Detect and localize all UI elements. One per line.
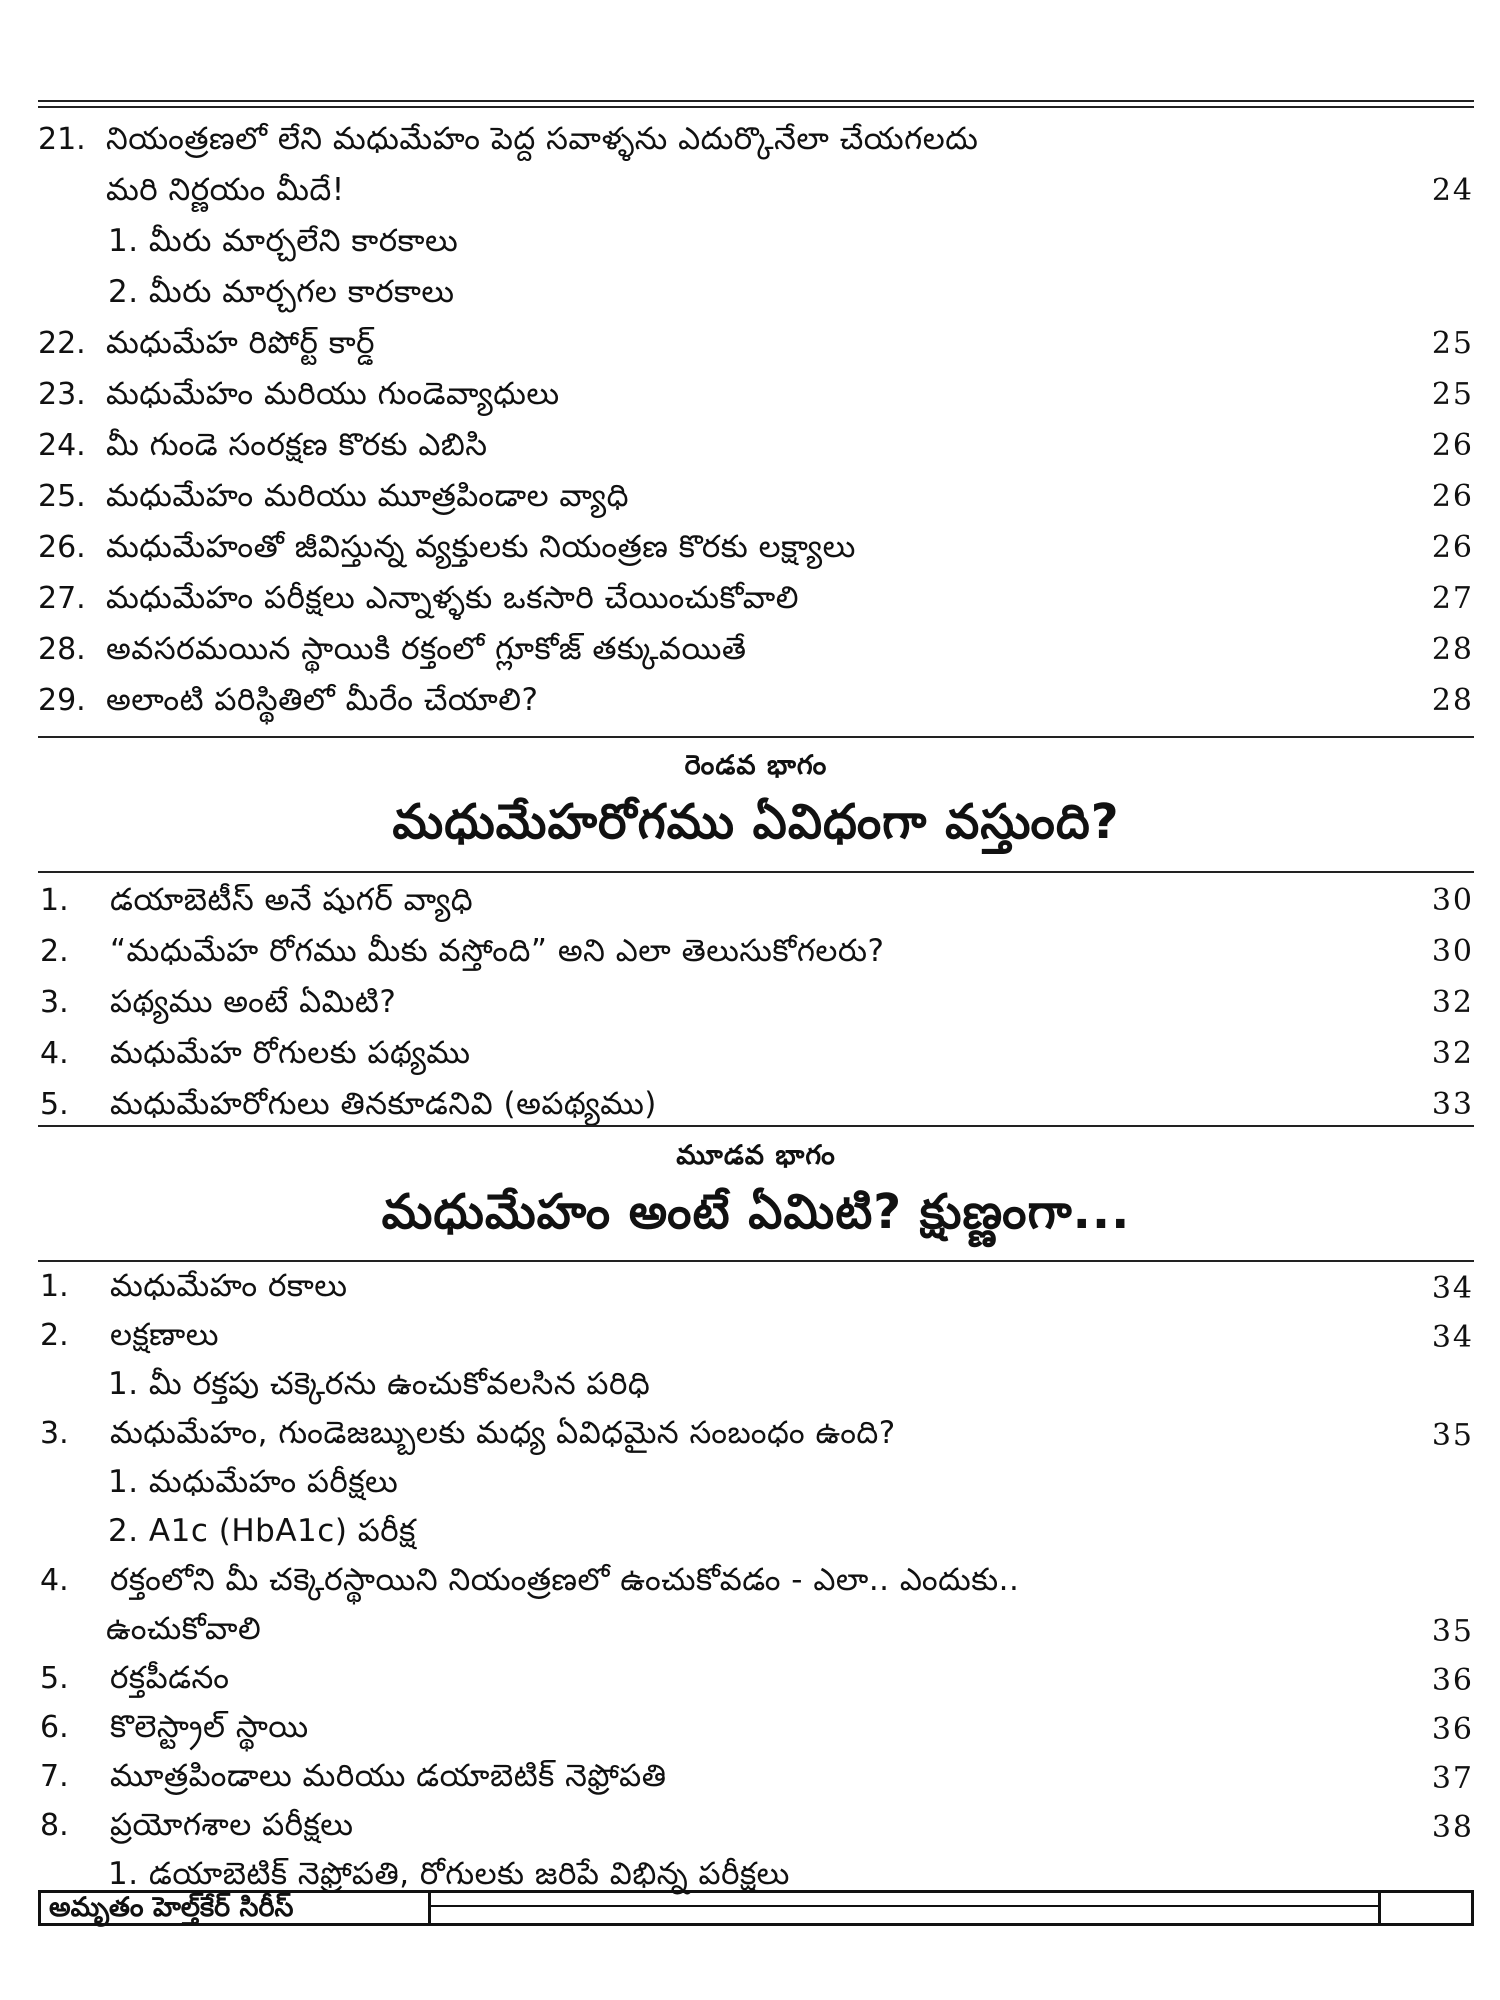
section-divider: [38, 871, 1474, 873]
toc-list-part1: [38, 114, 1474, 726]
section-divider: [38, 1125, 1474, 1127]
toc-entry-29: 29. అలాంటి పరిస్థితిలో మీరేం చేయాలి? 28: [38, 682, 1474, 718]
toc-entry: 2. లక్షణాలు 34: [40, 1317, 1474, 1355]
toc-entry: 1. డయాబెటీస్ అనే షుగర్ వ్యాధి 30: [40, 882, 1474, 918]
toc-entry: 4. రక్తంలోని మీ చక్కెరస్థాయిని నియంత్రణలో ఉంచుకోవడం - ఎలా.. ఎందుకు..: [40, 1562, 1020, 1598]
toc-entry: 1. మధుమేహం రకాలు 34: [40, 1268, 1474, 1306]
toc-entry-22: 22. మధుమేహ రిపోర్ట్ కార్డ్ 25: [38, 325, 1474, 361]
toc-subentry: 1. మీ రక్తపు చక్కెరను ఉంచుకోవలసిన పరిధి: [108, 1366, 651, 1402]
toc-subentry: 1. మధుమేహం పరీక్షలు: [108, 1464, 399, 1500]
toc-entry: 5. రక్తపీడనం 36: [40, 1660, 1474, 1698]
part3-label: మూడవ భాగం: [676, 1140, 836, 1171]
toc-entry: 3. పథ్యము అంటే ఏమిటి? 32: [40, 984, 1474, 1020]
part2-title: మధుమేహరోగము ఏవిధంగా వస్తుంది?: [392, 794, 1120, 850]
toc-entry-26: 26. మధుమేహంతో జీవిస్తున్న వ్యక్తులకు నియంత్రణ కొరకు లక్ష్యాలు 26: [38, 529, 1474, 565]
section-divider: [38, 736, 1474, 738]
toc-entry: 8. ప్రయోగశాల పరీక్షలు 38: [40, 1807, 1474, 1845]
toc-subentry-21-1: 1. మీరు మార్చలేని కారకాలు: [108, 223, 459, 259]
toc-entry: 7. మూత్రపిండాలు మరియు డయాబెటిక్ నెఫ్రోపతి 37: [40, 1758, 1474, 1796]
toc-entry-25: 25. మధుమేహం మరియు మూత్రపిండాల వ్యాధి 26: [38, 478, 1474, 514]
toc-entry: 6. కొలెస్ట్రాల్ స్థాయి 36: [40, 1709, 1474, 1747]
footer-series-bar: [38, 1890, 1474, 1926]
toc-entry-21-continued: మరి నిర్ణయం మీదే! 24: [106, 172, 1474, 208]
toc-list-part2: [38, 875, 1474, 1130]
toc-subentry-21-2: 2. మీరు మార్చగల కారకాలు: [108, 274, 455, 310]
toc-entry: 5. మధుమేహరోగులు తినకూడనివి (అపథ్యము) 33: [40, 1086, 1474, 1122]
footer-series-title: అమృతం హెల్త్‌కేర్ సిరీస్: [41, 1893, 431, 1923]
toc-page: [38, 100, 1474, 1930]
footer-end-box: [1381, 1893, 1471, 1923]
part2-label: రెండవ భాగం: [684, 750, 828, 781]
toc-entry-21: 21. నియంత్రణలో లేని మధుమేహం పెద్ద సవాళ్ళను ఎదుర్కొనేలా చేయగలదు: [38, 121, 979, 157]
toc-entry-28: 28. అవసరమయిన స్థాయికి రక్తంలో గ్లూకోజ్ తక్కువయితే 28: [38, 631, 1474, 667]
toc-entry-23: 23. మధుమేహం మరియు గుండెవ్యాధులు 25: [38, 376, 1474, 412]
toc-subentry: 2. A1c (HbA1c) పరీక్ష: [108, 1513, 416, 1549]
footer-rule-box: [431, 1893, 1381, 1923]
toc-entry-24: 24. మీ గుండె సంరక్షణ కొరకు ఎబిసి 26: [38, 427, 1474, 463]
toc-entry: 4. మధుమేహ రోగులకు పథ్యము 32: [40, 1035, 1474, 1071]
toc-entry-27: 27. మధుమేహం పరీక్షలు ఎన్నాళ్ళకు ఒకసారి చేయించుకోవాలి 27: [38, 580, 1474, 616]
top-double-rule: [38, 100, 1474, 108]
part3-title: మధుమేహం అంటే ఏమిటి? క్షుణ్ణంగా...: [381, 1184, 1131, 1240]
toc-subentry: 1. డయాబెటిక్ నెఫ్రోపతి, రోగులకు జరిపే విభిన్న పరీక్షలు: [108, 1856, 790, 1892]
toc-list-part3: [38, 1263, 1474, 1900]
toc-entry-continued: ఉంచుకోవాలి 35: [106, 1611, 1474, 1649]
toc-entry: 3. మధుమేహం, గుండెజబ్బులకు మధ్య ఏవిధమైన సంబంధం ఉంది? 35: [40, 1415, 1474, 1453]
toc-entry: 2. “మధుమేహ రోగము మీకు వస్తోంది” అని ఎలా తెలుసుకోగలరు? 30: [40, 933, 1474, 969]
